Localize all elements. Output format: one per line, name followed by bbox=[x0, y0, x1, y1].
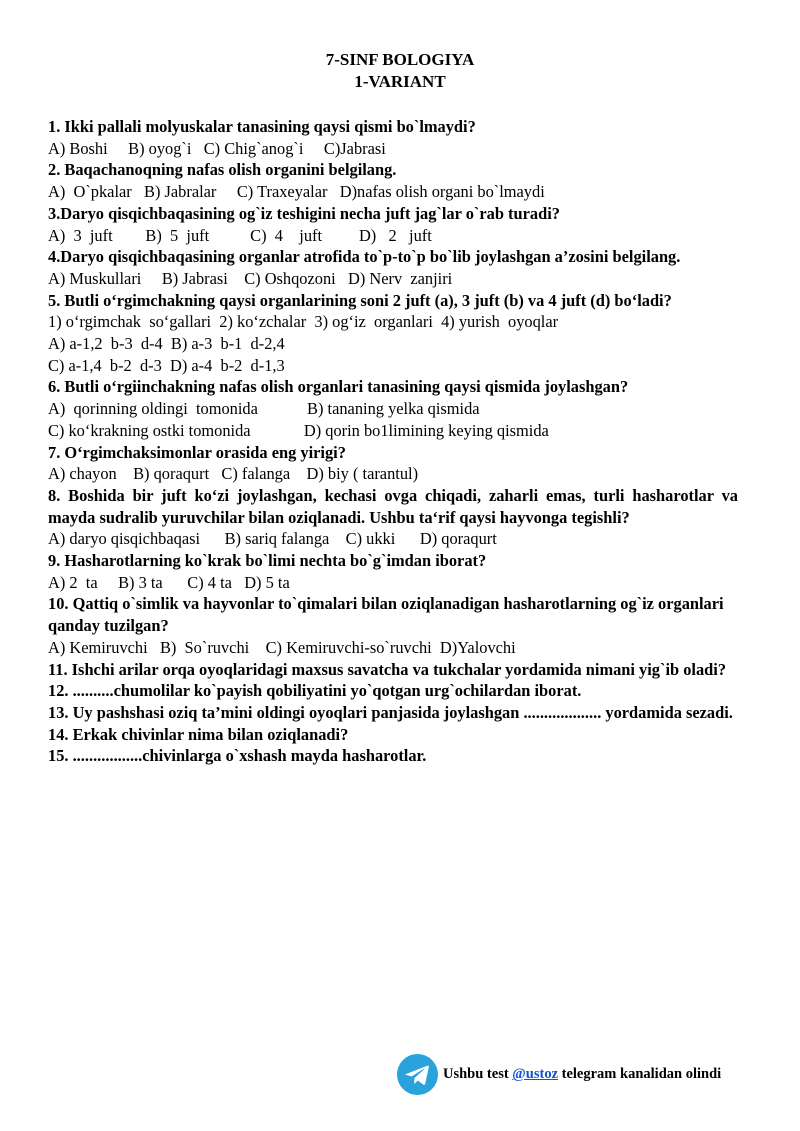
question-text: 10. Qattiq o`simlik va hayvonlar to`qimalari bilan oziqlanadigan hasharotlarning og`iz organlari qanday tuzilgan? bbox=[48, 594, 724, 636]
answer-options: C) ko‘krakning ostki tomonida D) qorin bo1limining keying qismida bbox=[48, 420, 549, 440]
answer-options: A) daryo qisqichbaqasi B) sariq falanga C) ukki D) qoraqurt bbox=[48, 529, 497, 549]
page-title: 7-SINF BOLOGIYA bbox=[325, 50, 475, 69]
footer-text bbox=[443, 1066, 721, 1083]
question-text: 12. ..........chumolilar ko`payish qobiliyatini yo`qotgan urg`ochilardan iborat. bbox=[48, 681, 582, 701]
question-text: 4.Daryo qisqichbaqasining organlar atrofida to`p-to`p bo`lib joylashgan a’zosini belgilang. bbox=[48, 247, 681, 267]
question-text: 13. Uy pashshasi oziq ta’mini oldingi oyoqlari panjasida joylashgan ................... yordamida sezadi. bbox=[48, 702, 733, 722]
question-text: 1. Ikki pallali molyuskalar tanasining qaysi qismi bo`lmaydi? bbox=[48, 117, 476, 136]
footer-prefix: Ushbu test bbox=[443, 1066, 513, 1082]
question-text: 3.Daryo qisqichbaqasining og`iz teshigini necha juft jag`lar o`rab turadi? bbox=[48, 203, 560, 223]
footer-suffix: telegram kanalidan olindi bbox=[558, 1066, 722, 1082]
question-text: 11. Ishchi arilar orqa oyoqlaridagi maxsus savatcha va tukchalar yordamida nimani yig`ib oladi? bbox=[48, 659, 727, 679]
variant-title: 1-VARIANT bbox=[354, 72, 446, 91]
answer-options: C) a-1,4 b-2 d-3 D) a-4 b-2 d-1,3 bbox=[48, 355, 285, 375]
answer-options: A) Boshi B) oyog`i C) Chig`anog`i C)Jabrasi bbox=[48, 138, 386, 158]
question-text: 14. Erkak chivinlar nima bilan oziqlanadi? bbox=[48, 724, 349, 744]
answer-options: A) qorinning oldingi tomonida B) tananing yelka qismida bbox=[48, 399, 480, 419]
answer-options: A) a-1,2 b-3 d-4 B) a-3 b-1 d-2,4 bbox=[48, 334, 285, 354]
question-text: 6. Butli o‘rgiinchakning nafas olish organlari tanasining qaysi qismida joylashgan? bbox=[48, 377, 629, 397]
footer-credit bbox=[397, 1054, 777, 1096]
answer-options: A) Muskullari B) Jabrasi C) Oshqozoni D) Nerv zanjiri bbox=[48, 268, 453, 288]
answer-options: A) O`pkalar B) Jabralar C) Traxeyalar D)nafas olish organi bo`lmaydi bbox=[48, 182, 545, 202]
question-text: 5. Butli o‘rgimchakning qaysi organlarining soni 2 juft (a), 3 juft (b) va 4 juft (d) bo‘ladi? bbox=[48, 290, 672, 310]
question-text: 7. O‘rgimchaksimonlar orasida eng yirigi? bbox=[48, 442, 346, 462]
question-text: 9. Hasharotlarning ko`krak bo`limi nechta bo`g`imdan iborat? bbox=[48, 551, 487, 571]
answer-options: A) chayon B) qoraqurt C) falanga D) biy ( tarantul) bbox=[48, 464, 419, 484]
answer-options: 1) o‘rgimchak so‘gallari 2) ko‘zchalar 3) og‘iz organlari 4) yurish oyoqlar bbox=[48, 312, 559, 332]
question-text: 2. Baqachanoqning nafas olish organini belgilang. bbox=[48, 160, 397, 180]
question-text: 15. .................chivinlarga o`xshash mayda hasharotlar. bbox=[48, 746, 427, 766]
answer-options: A) 2 ta B) 3 ta C) 4 ta D) 5 ta bbox=[48, 572, 290, 592]
channel-link[interactable]: @ustoz bbox=[512, 1066, 559, 1082]
question-text: 8. Boshida bir juft ko‘zi joylashgan, kechasi ovga chiqadi, zaharli emas, turli hasharotlar va mayda sudralib yuruvchilar bilan oziqlanadi. Ushbu ta‘rif qaysi hayvonga tegishli? bbox=[48, 485, 738, 527]
questions-list bbox=[48, 116, 738, 767]
telegram-icon[interactable] bbox=[397, 1054, 438, 1095]
answer-options: A) 3 juft B) 5 juft C) 4 juft D) 2 juft bbox=[48, 225, 432, 245]
answer-options: A) Kemiruvchi B) So`ruvchi C) Kemiruvchi-so`ruvchi D)Yalovchi bbox=[48, 637, 516, 657]
